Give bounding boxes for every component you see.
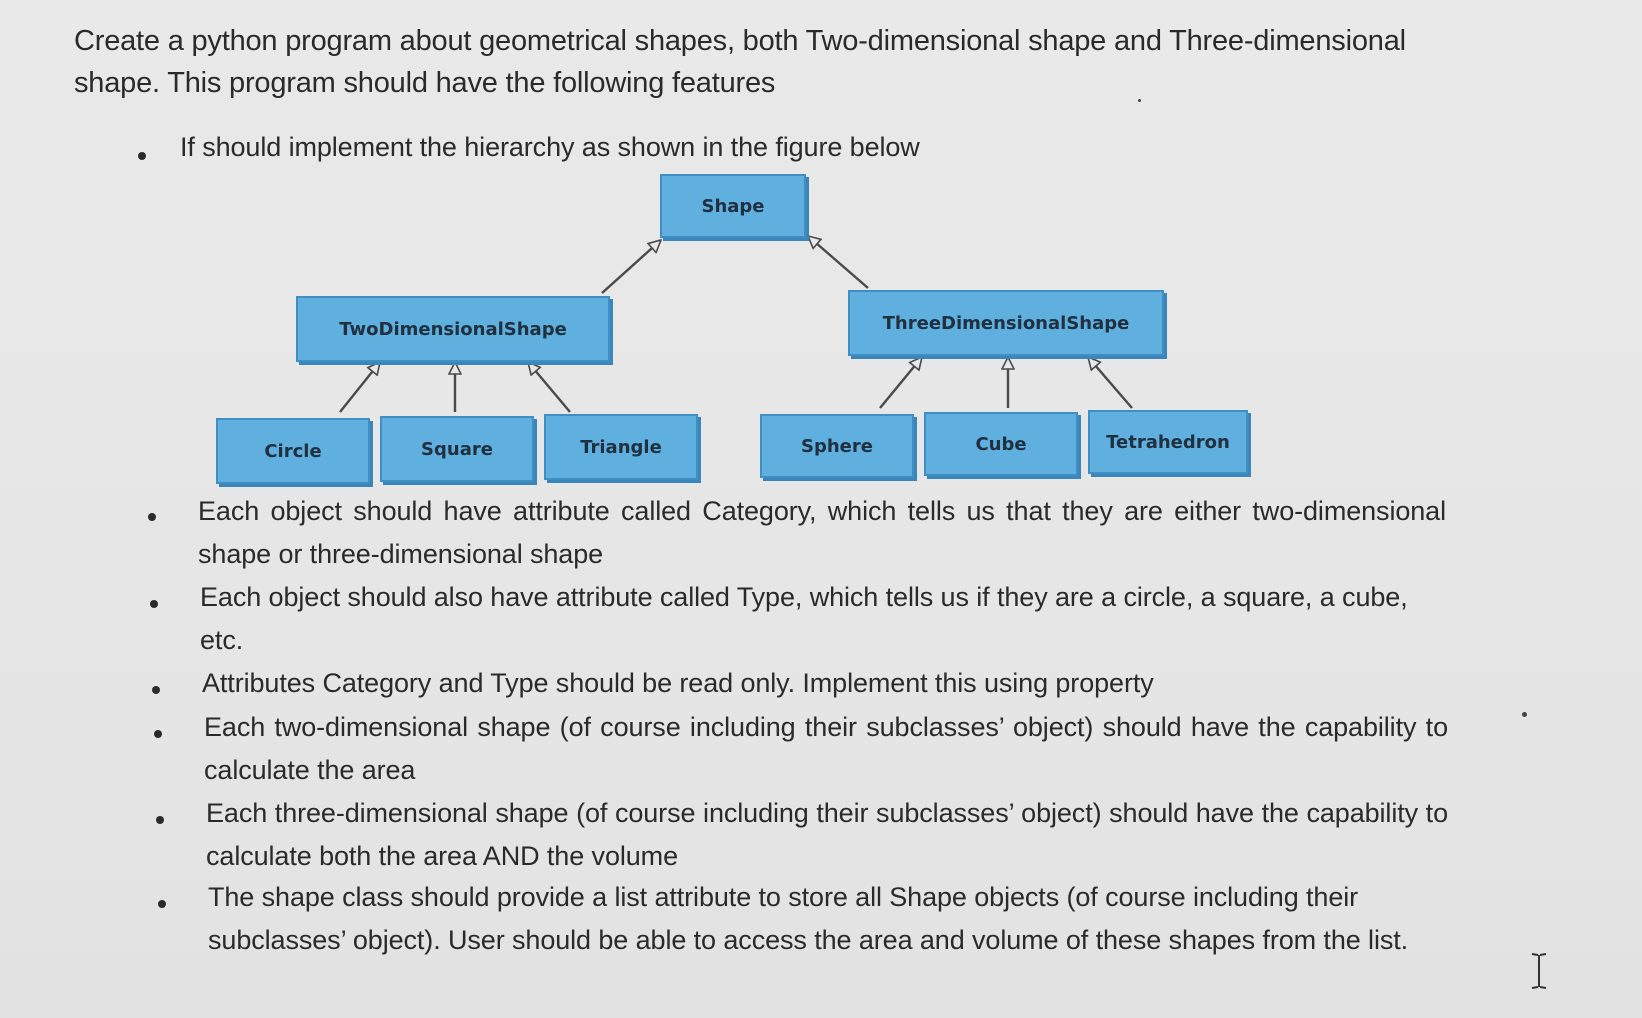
stray-dot (1138, 99, 1141, 102)
bullet-text: Each object should also have attribute called Type, which tells us if they are a circle, a square, a cube, etc. (200, 582, 1408, 655)
intro-paragraph: Create a python program about geometrical shapes, both Two-dimensional shape and Three-dimensional shape. This program should have the following features (74, 25, 1406, 99)
three-dimensional-shape-box: ThreeDimensionalShape (848, 290, 1164, 356)
bullet-marker (156, 816, 164, 824)
tetrahedron-class-box: Tetrahedron (1088, 410, 1248, 474)
bullet-marker (148, 513, 156, 521)
bullet-text: Attributes Category and Type should be read only. Implement this using property (202, 668, 1154, 698)
stray-dot (1522, 712, 1527, 717)
bullet-marker (152, 686, 160, 694)
sphere-class-box: Sphere (760, 414, 914, 478)
two-dimensional-shape-box: TwoDimensionalShape (296, 296, 610, 362)
circle-class-box: Circle (216, 418, 370, 484)
bullet-text: If should implement the hierarchy as shown in the figure below (180, 132, 920, 162)
shape-class-box: Shape (660, 174, 806, 238)
bullet-text: Each object should have attribute called Category, which tells us that they are either two-dimensional shape or three-dimensional shape (198, 496, 1446, 569)
bullet-marker (154, 730, 162, 738)
square-class-box: Square (380, 416, 534, 482)
bullet-text: Each three-dimensional shape (of course including their subclasses’ object) should have the capability to calculate both the area AND the volume (206, 798, 1448, 871)
bullet-marker (158, 900, 166, 908)
text-cursor-icon (1530, 952, 1548, 990)
bullet-marker (150, 600, 158, 608)
bullet-text: Each two-dimensional shape (of course including their subclasses’ object) should have the capability to calculate the area (204, 712, 1448, 785)
bullet-text: The shape class should provide a list attribute to store all Shape objects (of course including their subclasses’ object). User should be able to access the area and volume of these shapes from the list. (208, 882, 1409, 955)
cube-class-box: Cube (924, 412, 1078, 476)
triangle-class-box: Triangle (544, 414, 698, 480)
